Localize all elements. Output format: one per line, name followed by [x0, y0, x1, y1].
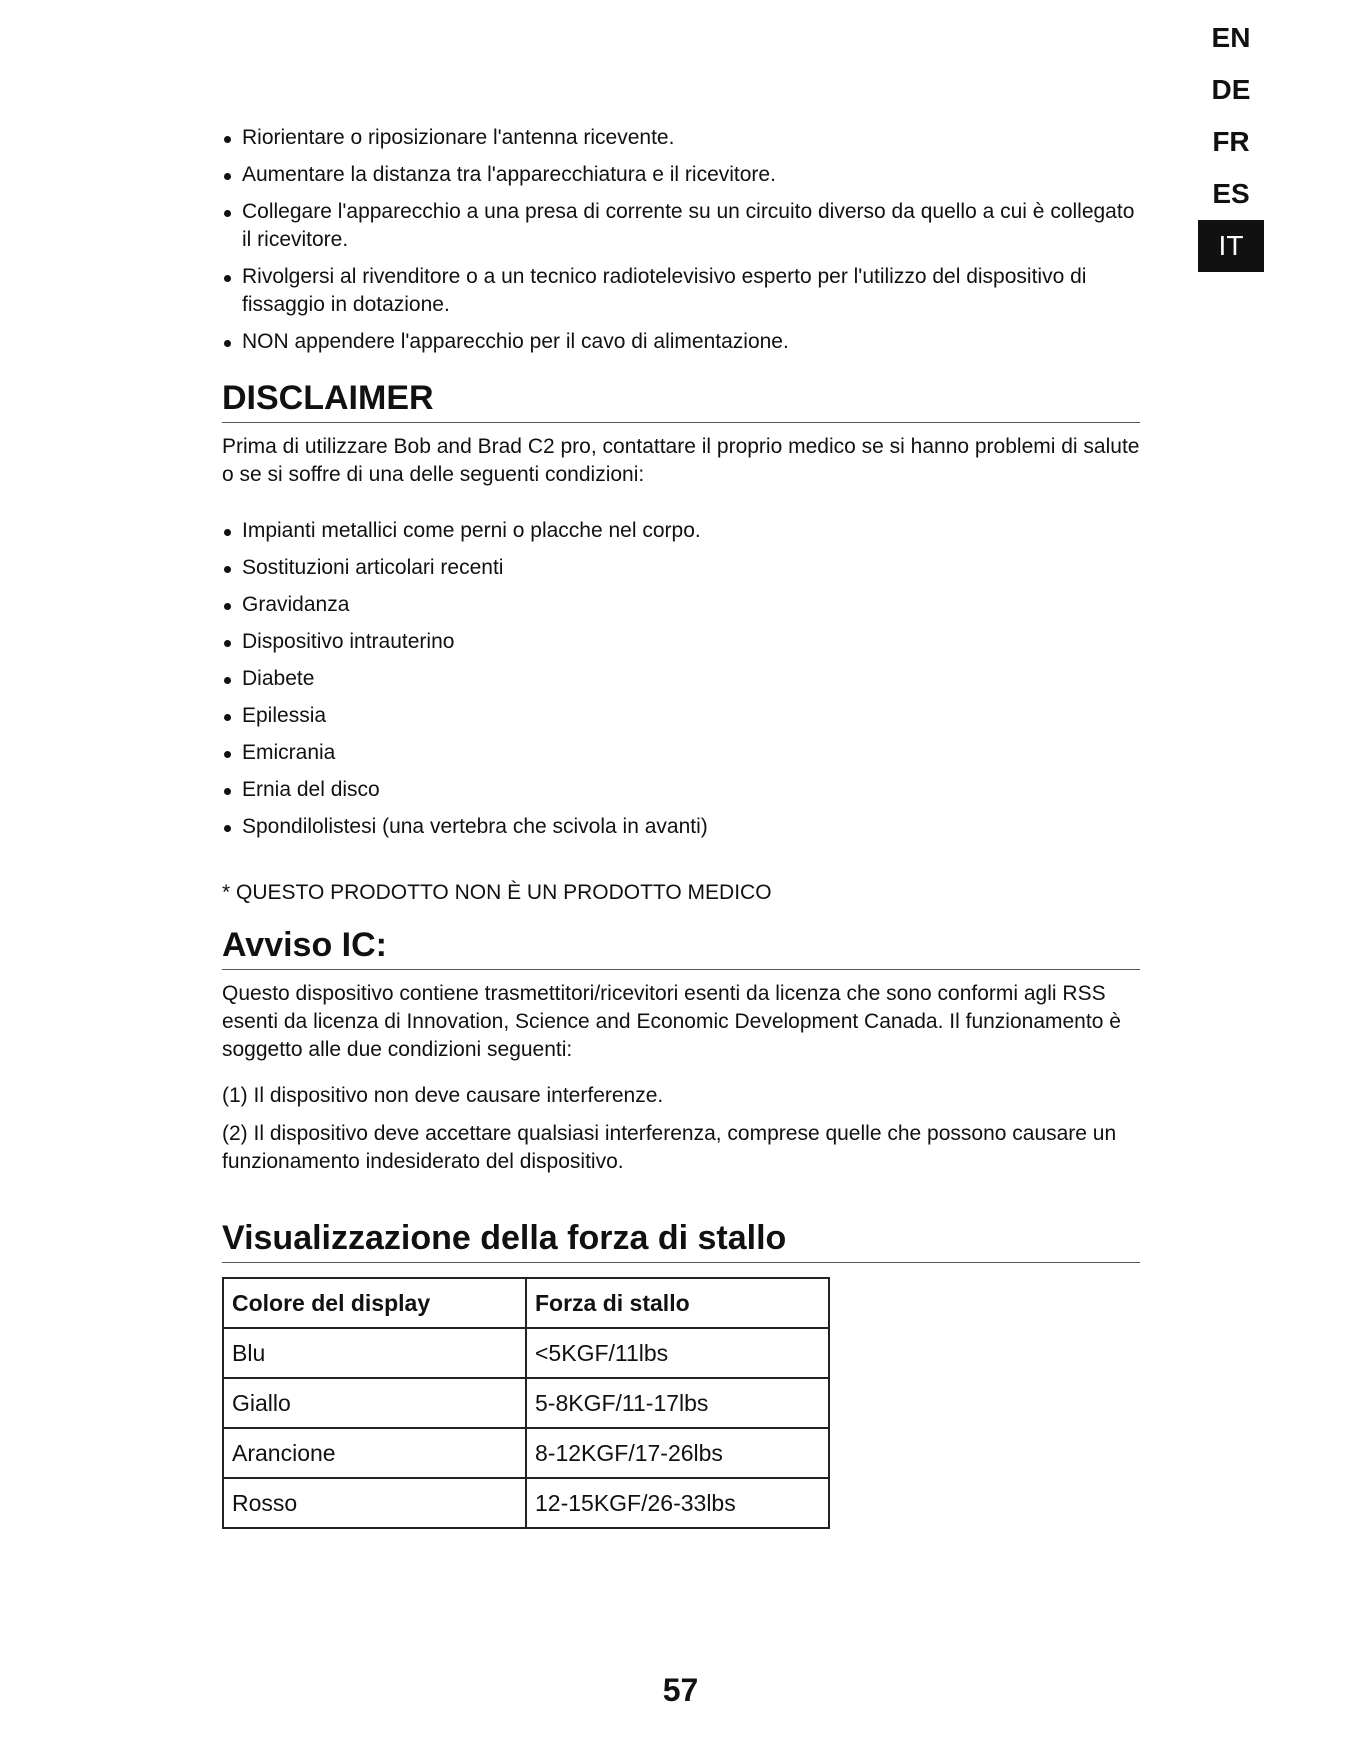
- lang-tab-es[interactable]: ES: [1212, 178, 1250, 209]
- column-header: Forza di stallo: [526, 1278, 829, 1328]
- table-cell: 12-15KGF/26-33lbs: [526, 1478, 829, 1528]
- ic-condition-1: (1) Il dispositivo non deve causare interferenze.: [222, 1084, 664, 1107]
- list-item: Impianti metallici come perni o placche nel corpo.: [222, 517, 1140, 545]
- disclaimer-heading: DISCLAIMER: [222, 378, 1140, 423]
- table-cell: 5-8KGF/11-17lbs: [526, 1378, 829, 1428]
- ic-condition-2: (2) Il dispositivo deve accettare qualsiasi interferenza, comprese quelle che possono causare un funzionamento indesiderato del dispositivo.: [222, 1122, 1117, 1173]
- list-item: Aumentare la distanza tra l'apparecchiatura e il ricevitore.: [222, 161, 1140, 189]
- list-item: Diabete: [222, 665, 1140, 693]
- list-item: Dispositivo intrauterino: [222, 628, 1140, 656]
- list-item: Rivolgersi al rivenditore o a un tecnico radiotelevisivo esperto per l'utilizzo del dispositivo di fissaggio in dotazione.: [222, 263, 1140, 319]
- medical-product-notice: * QUESTO PRODOTTO NON È UN PRODOTTO MEDICO: [222, 881, 772, 904]
- table-cell: Rosso: [223, 1478, 526, 1528]
- list-item: Spondilolistesi (una vertebra che scivola in avanti): [222, 813, 1140, 841]
- table-cell: Blu: [223, 1328, 526, 1378]
- list-item: Collegare l'apparecchio a una presa di corrente su un circuito diverso da quello a cui è collegato il ricevitore.: [222, 198, 1140, 254]
- stall-force-heading: Visualizzazione della forza di stallo: [222, 1218, 1140, 1263]
- list-item: Riorientare o riposizionare l'antenna ricevente.: [222, 124, 1140, 152]
- table-row: [223, 1478, 829, 1528]
- lang-tab-de[interactable]: DE: [1211, 74, 1251, 105]
- table-cell: <5KGF/11lbs: [526, 1328, 829, 1378]
- disclaimer-text: Prima di utilizzare Bob and Brad C2 pro, contattare il proprio medico se si hanno problemi di salute o se si soffre di una delle seguenti condizioni:: [222, 435, 1140, 486]
- table-row: [223, 1378, 829, 1428]
- list-item: NON appendere l'apparecchio per il cavo di alimentazione.: [222, 328, 1140, 356]
- table-header-row: [223, 1278, 829, 1328]
- list-item: Epilessia: [222, 702, 1140, 730]
- table-row: [223, 1328, 829, 1378]
- ic-notice-heading: Avviso IC:: [222, 925, 1140, 970]
- table-cell: Arancione: [223, 1428, 526, 1478]
- table-row: [223, 1428, 829, 1478]
- table-cell: Giallo: [223, 1378, 526, 1428]
- lang-tab-it[interactable]: IT: [1198, 220, 1264, 272]
- page-number: 57: [662, 1672, 699, 1708]
- list-item: Ernia del disco: [222, 776, 1140, 804]
- list-item: Sostituzioni articolari recenti: [222, 554, 1140, 582]
- conditions-list: [222, 517, 1140, 841]
- table-cell: 8-12KGF/17-26lbs: [526, 1428, 829, 1478]
- page-content: [222, 124, 1140, 1529]
- language-tabs: [1198, 12, 1264, 272]
- list-item: Gravidanza: [222, 591, 1140, 619]
- intro-bullet-list: [222, 124, 1140, 356]
- ic-notice-text: Questo dispositivo contiene trasmettitori/ricevitori esenti da licenza che sono conformi agli RSS esenti da licenza di Innovation, Science and Economic Development Canada. Il funzionamento è soggetto alle due condizioni seguenti:: [222, 982, 1121, 1061]
- lang-tab-fr[interactable]: FR: [1212, 126, 1250, 157]
- column-header: Colore del display: [223, 1278, 526, 1328]
- stall-force-table: [222, 1277, 830, 1529]
- lang-tab-en[interactable]: EN: [1211, 22, 1251, 53]
- list-item: Emicrania: [222, 739, 1140, 767]
